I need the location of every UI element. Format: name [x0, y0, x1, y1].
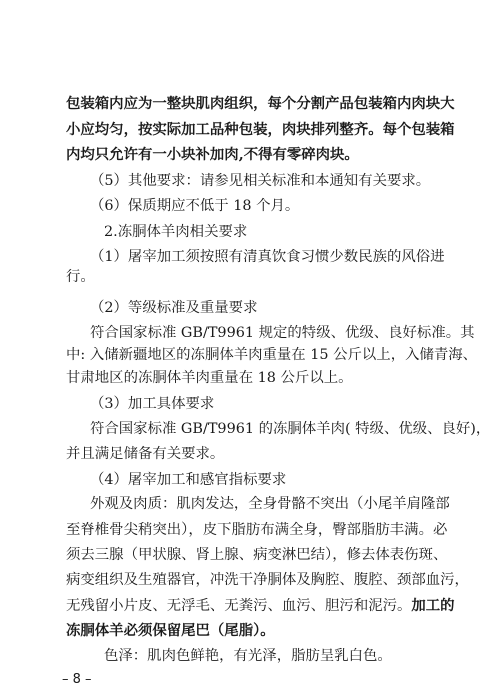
- paragraph-line: 甘肃地区的冻胴体羊肉重量在 18 公斤以上。: [66, 370, 353, 386]
- paragraph-line: 符合国家标准 GB/T9961 规定的特级、优级、良好标准。其: [90, 325, 475, 341]
- paragraph-line: 冻胴体羊必须保留尾巴（尾脂）。: [66, 622, 275, 639]
- subsection-heading: （3）加工具体要求: [90, 396, 215, 412]
- section-heading: 2.冻胴体羊肉相关要求: [104, 224, 248, 240]
- paragraph-line: （6）保质期应不低于 18 个月。: [90, 198, 300, 214]
- paragraph-line: （5）其他要求：请参见相关标准和本通知有关要求。: [90, 173, 431, 189]
- paragraph-line: 内均只允许有一小块补加肉,不得有零碎肉块。: [66, 146, 359, 163]
- page-number: – 8 –: [62, 672, 92, 687]
- emphasis-text: 加工的: [411, 597, 455, 614]
- paragraph-line: （1）屠宰加工须按照有清真饮食习惯少数民族的风俗进: [90, 249, 445, 265]
- paragraph-line: 行。: [66, 269, 95, 285]
- paragraph-text: 无残留小片皮、无浮毛、无粪污、血污、胆污和泥污。: [66, 598, 412, 614]
- paragraph-line: 小应均匀，按实际加工品种包装，肉块排列整齐。每个包装箱: [66, 121, 455, 138]
- paragraph-line: 并且满足储备有关要求。: [66, 446, 225, 462]
- paragraph-line: [66, 597, 455, 615]
- subsection-heading: （2）等级标准及重量要求: [90, 300, 258, 316]
- paragraph-line: 病变组织及生殖器官，冲洗干净胴体及胸腔、腹腔、颈部血污，: [66, 572, 469, 588]
- paragraph-line: 符合国家标准 GB/T9961 的冻胴体羊肉( 特级、优级、良好)，: [90, 421, 491, 437]
- paragraph-line: 包装箱内应为一整块肌肉组织，每个分割产品包装箱内肉块大: [66, 95, 455, 112]
- paragraph-line: 中: 入储新疆地区的冻胴体羊肉重量在 15 公斤以上，入储青海、: [66, 347, 478, 363]
- paragraph-line: 色泽：肌肉色鲜艳，有光泽，脂肪呈乳白色。: [104, 648, 392, 664]
- paragraph-line: 至脊椎骨尖稍突出），皮下脂肪布满全身，臀部脂肪丰满。必: [66, 522, 448, 538]
- paragraph-line: 外观及肉质：肌肉发达，全身骨骼不突出（小尾羊肩隆部: [90, 496, 450, 512]
- subsection-heading: （4）屠宰加工和感官指标要求: [90, 472, 287, 488]
- paragraph-line: 须去三腺（甲状腺、肾上腺、病变淋巴结），修去体表伤斑、: [66, 547, 448, 563]
